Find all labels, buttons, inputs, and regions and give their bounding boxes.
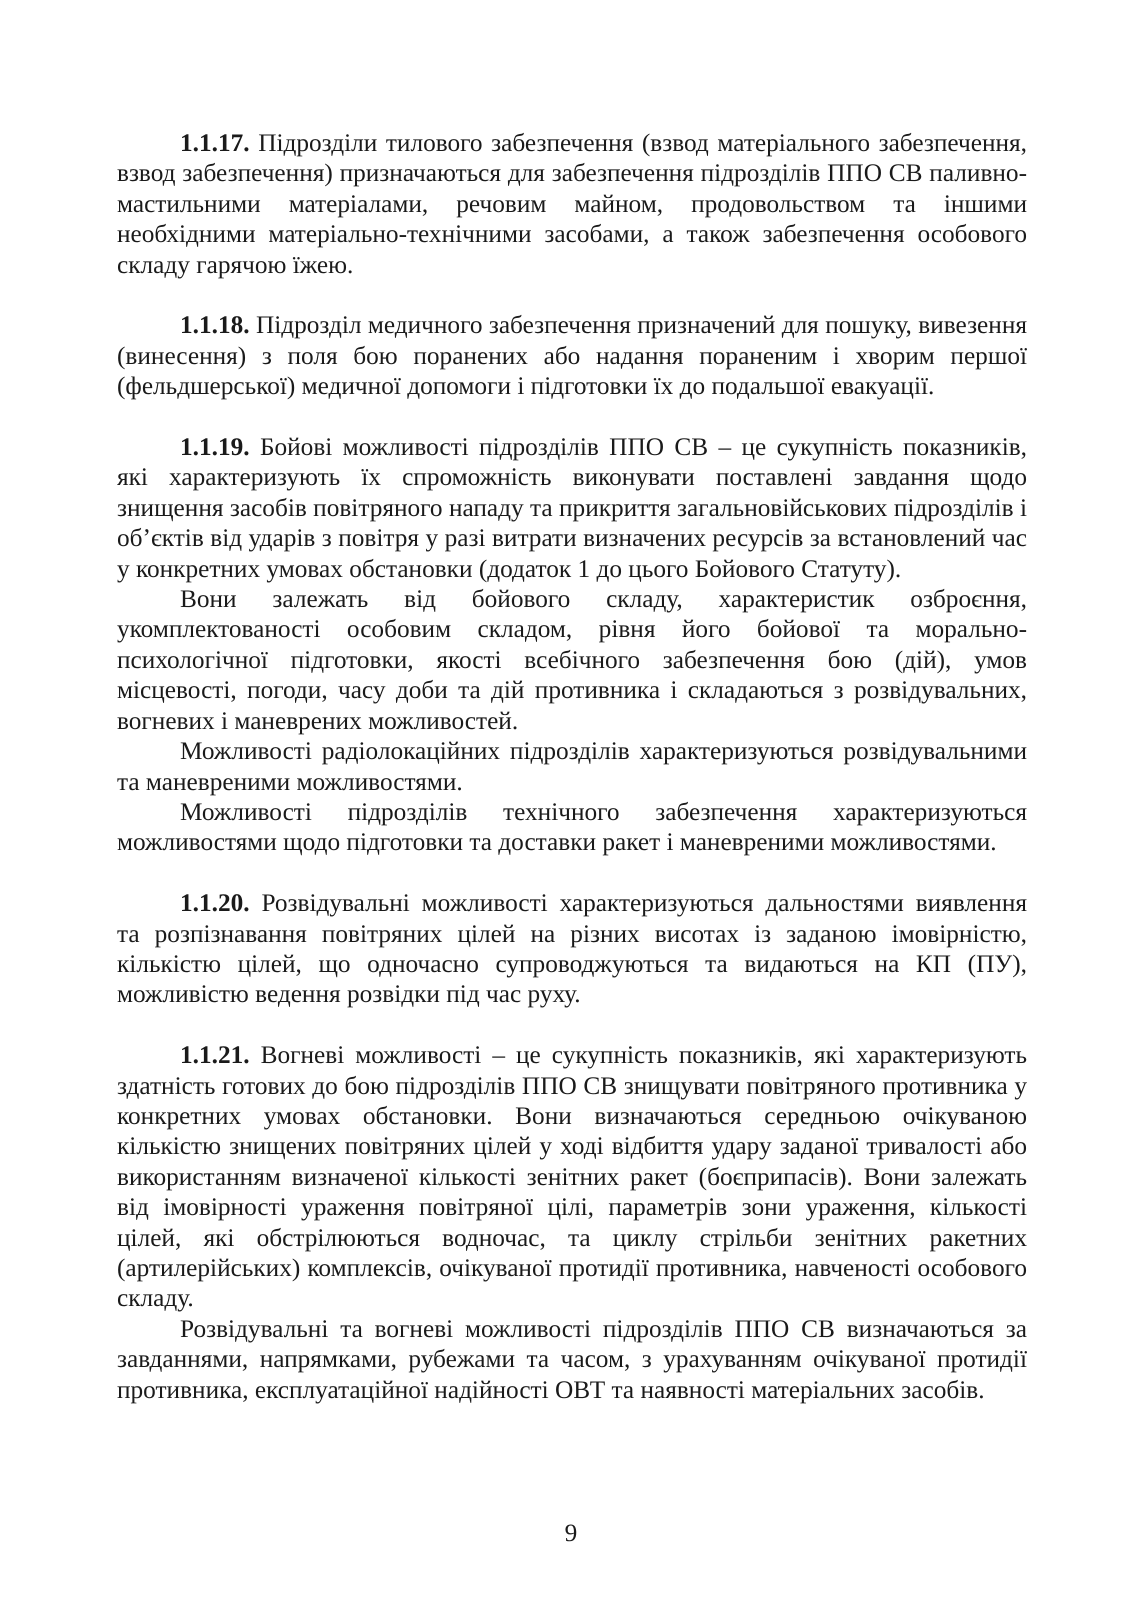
- paragraph-1-1-21-summary: [117, 1314, 1027, 1405]
- paragraph-text: Підрозділ медичного забезпечення призначений для пошуку, вивезення (винесення) з поля бою поранених або надання пораненим і хворим першої (фельдшерської) медичної допомоги і підготовки їх до подальшої евакуації.: [117, 311, 1027, 401]
- paragraph-text: Вогневі можливості – це сукупність показників, які характеризують здатність готових до бою підрозділів ППО СВ знищувати повітряного противника у конкретних умовах обстановки. Вони визначаються середньою очікуваною кількістю знищених повітряних цілей у ході відбиття удару заданої тривалості або використанням визначеної кількості зенітних ракет (боєприпасів). Вони залежать від імовірності ураження повітряної цілі, параметрів зони ураження, кількості цілей, які обстрілюються водночас, та циклу стрільби зенітних ракетних (артилерійських) комплексів, очікуваної протидії противника, навченості особового складу.: [117, 1041, 1027, 1313]
- paragraph-1-1-19-factors: [117, 584, 1027, 736]
- paragraph-1-1-18: [117, 310, 1027, 401]
- section-number: 1.1.19.: [180, 433, 250, 462]
- page-number: 9: [564, 1519, 578, 1547]
- section-number: 1.1.17.: [180, 129, 250, 157]
- section-number: 1.1.20.: [180, 889, 250, 918]
- paragraph-1-1-19-radar: [117, 736, 1027, 797]
- paragraph-text: Бойові можливості підрозділів ППО СВ – це сукупність показників, які характеризують їх спроможність виконувати поставлені завдання щодо знищення засобів повітряного нападу та прикриття загальновійськових підрозділів і об’єктів від ударів з повітря у разі витрати визначених ресурсів за встановлений час у конкретних умовах обстановки (додаток 1 до цього Бойового Статуту).: [117, 433, 1027, 583]
- paragraph-text: Вони залежать від бойового складу, характеристик озброєння, укомплектованості особовим складом, рівня його бойової та морально-психологічної підготовки, якості всебічного забезпечення бою (дій), умов місцевості, погоди, часу доби та дій противника і складаються з розвідувальних, вогневих і маневрених можливостей.: [117, 585, 1027, 735]
- paragraph-text: Підрозділи тилового забезпечення (взвод матеріального забезпечення, взвод забезпечення) призначаються для забезпечення підрозділів ППО СВ паливно-мастильними матеріалами, речовим майном, продовольством та іншими необхідними матеріально-технічними засобами, а також забезпечення особового складу гарячою їжею.: [117, 129, 1027, 279]
- paragraph-1-1-19: [117, 432, 1027, 584]
- paragraph-1-1-19-technical: [117, 797, 1027, 858]
- section-number: 1.1.21.: [180, 1041, 250, 1070]
- paragraph-1-1-17: [117, 128, 1027, 280]
- section-number: 1.1.18.: [180, 311, 250, 340]
- body-text: [117, 128, 1027, 1405]
- paragraph-text: Розвідувальні та вогневі можливості підрозділів ППО СВ визначаються за завданнями, напрямками, рубежами та часом, з урахуванням очікуваної протидії противника, експлуатаційної надійності ОВТ та наявності матеріальних засобів.: [117, 1314, 1027, 1404]
- paragraph-text: Розвідувальні можливості характеризуються дальностями виявлення та розпізнавання повітряних цілей на різних висотах із заданою імовірністю, кількістю цілей, що одночасно супроводжуються та видаються на КП (ПУ), можливістю ведення розвідки під час руху.: [117, 889, 1027, 1009]
- paragraph-text: Можливості радіолокаційних підрозділів характеризуються розвідувальними та маневреними можливостями.: [117, 737, 1027, 796]
- paragraph-1-1-21: [117, 1040, 1027, 1314]
- paragraph-1-1-20: [117, 888, 1027, 1010]
- paragraph-text: Можливості підрозділів технічного забезпечення характеризуються можливостями щодо підготовки та доставки ракет і маневреними можливостями.: [117, 797, 1027, 857]
